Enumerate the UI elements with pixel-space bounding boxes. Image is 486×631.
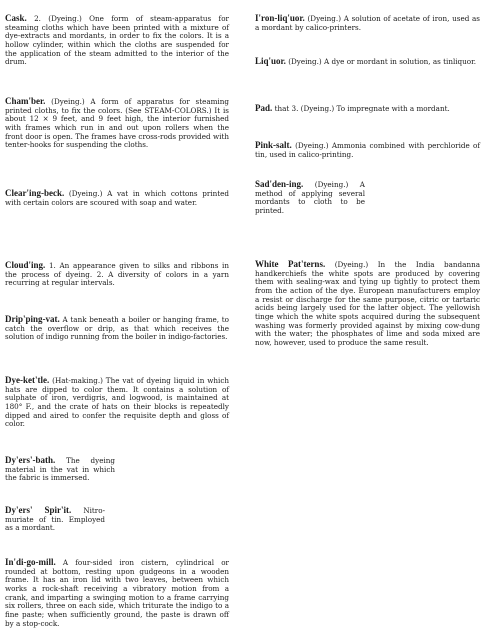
headword: Cask. <box>5 13 27 23</box>
headword: Drip'ping-vat. <box>5 314 60 324</box>
headword: Sad'den-ing. <box>255 179 304 189</box>
entry-white-patterns <box>255 259 480 348</box>
entry-dyers-bath <box>5 455 115 483</box>
entry-iron-liquor <box>255 13 480 32</box>
headword: White Pat'terns. <box>255 259 326 269</box>
entry-chamber <box>5 96 229 150</box>
headword: Pink-salt. <box>255 140 292 150</box>
headword: Dy'ers'-bath. <box>5 455 56 465</box>
entry-clouding <box>5 260 229 288</box>
entry-text: (Dyeing.) A solution of acetate of iron, used as a mordant by calico-printers. <box>255 14 480 32</box>
headword: Clear'ing-beck. <box>5 188 65 198</box>
entry-pink-salt <box>255 140 480 159</box>
entry-text: that 3. (Dyeing.) To impregnate with a mordant. <box>274 104 450 113</box>
headword: Cloud'ing. <box>5 260 46 270</box>
entry-cask <box>5 13 229 67</box>
headword: Pad. <box>255 103 273 113</box>
entry-dye-kettle <box>5 375 229 429</box>
entry-dyers-spirit <box>5 505 105 533</box>
headword: Liq'uor. <box>255 56 286 66</box>
entry-text: Nitro-muriate of tin. Employed as a mordant. <box>5 506 105 533</box>
entry-text: (Dyeing.) Ammonia combined with perchloride of tin, used in calico-printing. <box>255 141 481 159</box>
headword: Dy'ers' Spir'it. <box>5 505 72 515</box>
entry-text: A four-sided iron cistern, cylindrical or rounded at bottom, resting upon gudgeons in a wooden frame. It has an iron lid with two leaves, between which works a rock-shaft receiving a vibratory motion from a crank, and imparting a swinging motion to a frame carrying six rollers, three on each side, which triturate the indigo to a fine paste; when sufficiently ground, the paste is drawn off by a stop-cock. <box>5 558 229 628</box>
entry-text: (Dyeing.) A method of applying several mordants to cloth to be printed. <box>255 180 365 216</box>
entry-text: The dyeing material in the vat in which the fabric is immersed. <box>5 456 115 483</box>
entry-text: 1. An appearance given to silks and ribbons in the process of dyeing. 2. A diversity of colors in a yarn recurring at regular intervals. <box>5 261 229 288</box>
entry-text: (Dyeing.) A dye or mordant in solution, as tinliquor. <box>288 57 477 66</box>
entry-text: (Hat-making.) The vat of dyeing liquid in which hats are dipped to color them. It contains a solution of sulphate of iron, verdigris, and logwood, is maintained at 180° F., and the crate of hats on their blocks is repeatedly dipped and aired to confer the requisite depth and gloss of color. <box>5 376 229 429</box>
entry-indigo-mill <box>5 557 229 628</box>
entry-text: (Dyeing.) A vat in which cottons printed with certain colors are scoured with soap and water. <box>5 189 229 207</box>
entry-liquor <box>255 56 480 67</box>
entry-saddening <box>255 179 365 216</box>
headword: In'di-go-mill. <box>5 557 56 567</box>
entry-clearing-beck <box>5 188 229 207</box>
entry-dripping-vat <box>5 314 229 342</box>
entry-text: A tank beneath a boiler or hanging frame, to catch the overflow or drip, as that which receives the solution of indigo running from the boiler in indigo-factories. <box>5 315 229 342</box>
headword: Cham'ber. <box>5 96 46 106</box>
headword: I'ron-liq'uor. <box>255 13 305 23</box>
entry-text: (Dyeing.) In the India bandanna handkerchiefs the white spots are produced by covering them with sealing-wax and tying up tightly to protect them from the action of the dye. European manufacturers employ a resist or discharge for the same purpose, citric or tartaric acids being largely used for the latter object. The yellowish tinge which the white spots acquired during the subsequent washing was formerly provided against by mixing cow-dung with the water; the phosphates of lime and soda mixed are now, however, used to produce the same result. <box>255 260 480 347</box>
entry-text: 2. (Dyeing.) One form of steam-apparatus for steaming cloths which have been printed with a mixture of dye-extracts and mordants, in order to fix the colors. It is a hollow cylinder, within which the cloths are suspended for the application of the steam admitted to the interior of the drum. <box>5 14 229 67</box>
entry-text: (Dyeing.) A form of apparatus for steaming printed cloths, to fix the colors. (See STEAM-COLORS.) It is about 12 × 9 feet, and 9 feet high, the interior furnished with frames which run in and out upon rollers when the front door is open. The frames have cross-rods provided with tenter-hooks for suspending the cloths. <box>5 97 229 150</box>
headword: Dye-ket'tle. <box>5 375 50 385</box>
entry-pad <box>255 103 480 114</box>
